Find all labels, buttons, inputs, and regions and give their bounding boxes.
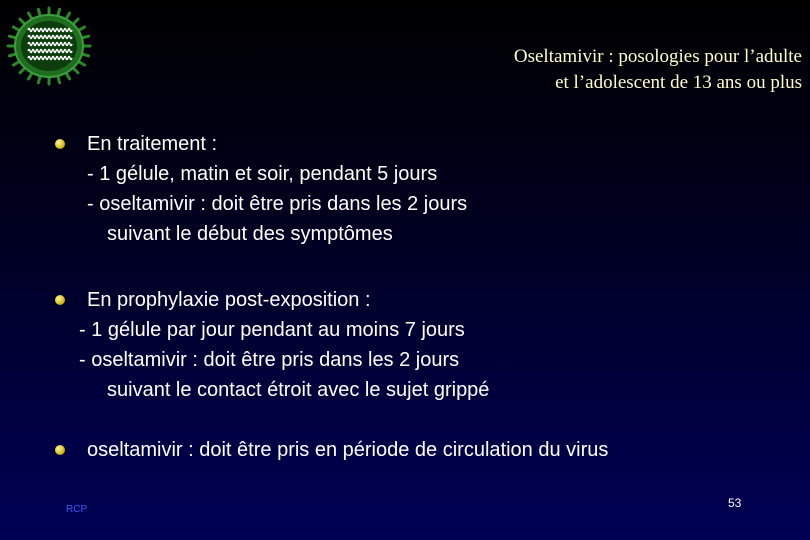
bullet-prophylaxis: [55, 285, 489, 405]
slide-title: [514, 44, 802, 96]
bullet-sub-line: - oseltamivir : doit être pris dans les 2 jours: [87, 193, 468, 215]
bullet-dot-icon: [55, 139, 65, 149]
bullet-treatment: [55, 129, 467, 249]
bullet-heading: En traitement :: [87, 133, 218, 155]
bullet-sub-line: - 1 gélule, matin et soir, pendant 5 jours: [87, 163, 438, 185]
bullet-sub-line: - oseltamivir : doit être pris dans les 2 jours: [79, 349, 460, 371]
footer-label: RCP: [66, 504, 88, 515]
bullet-dot-icon: [55, 295, 65, 305]
virus-logo-icon: [4, 6, 94, 86]
bullet-sub-line: - 1 gélule par jour pendant au moins 7 jours: [79, 319, 465, 341]
bullet-sub-line: suivant le début des symptômes: [107, 223, 393, 245]
bullet-circulation: [55, 435, 608, 465]
slide-title-line-2: et l’adolescent de 13 ans ou plus: [555, 72, 802, 93]
bullet-heading: En prophylaxie post-exposition :: [87, 289, 371, 311]
bullet-sub-line: suivant le contact étroit avec le sujet grippé: [107, 379, 490, 401]
bullet-heading: oseltamivir : doit être pris en période de circulation du virus: [87, 439, 609, 461]
slide-title-line-1: Oseltamivir : posologies pour l’adulte: [513, 46, 802, 67]
page-number: 53: [728, 496, 742, 510]
bullet-dot-icon: [55, 445, 65, 455]
